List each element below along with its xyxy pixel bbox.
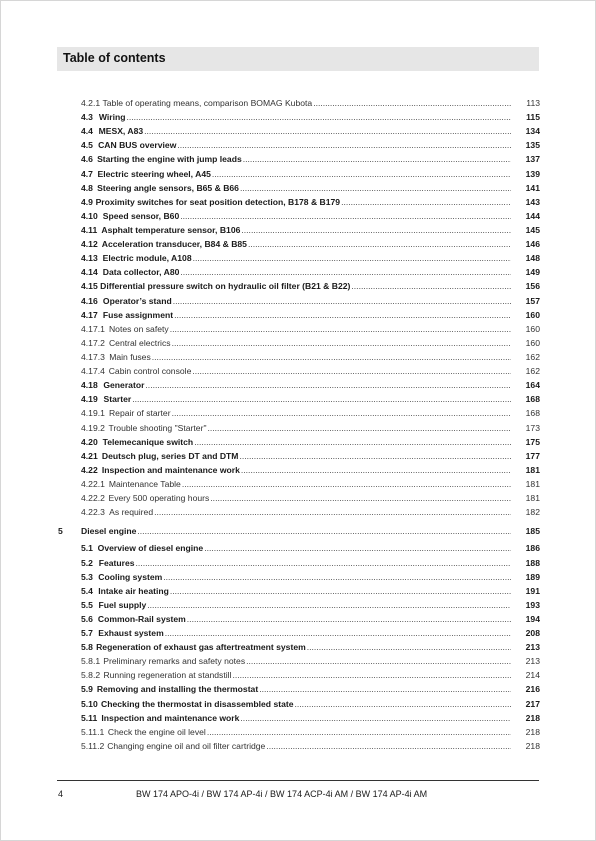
toc-page-number: 115 [526, 112, 540, 123]
toc-page-number: 168 [525, 408, 540, 419]
toc-section-title: Differential pressure switch on hydraulic oil filter (B21 & B22) [100, 281, 351, 292]
toc-section-number: 5.5 [81, 599, 93, 610]
toc-page-number: 186 [525, 543, 540, 554]
toc-dot-leader [163, 570, 511, 584]
toc-section-number: 5.4 [81, 585, 93, 596]
toc-entry[interactable] [0, 711, 596, 725]
toc-page-number: 162 [525, 351, 540, 362]
toc-section-title: Regeneration of exhaust gas aftertreatment system [96, 642, 306, 653]
toc-entry[interactable] [0, 505, 596, 519]
toc-section-title: Repair of starter [108, 408, 171, 419]
toc-section-number: 4.22.2 [81, 493, 105, 504]
toc-page-number: 181 [525, 478, 540, 489]
toc-section-title: Generator [103, 380, 145, 391]
toc-entry[interactable] [0, 612, 596, 626]
toc-entry[interactable] [0, 524, 596, 538]
toc-dot-leader [194, 435, 511, 449]
toc-section-number: 4.3 [81, 112, 93, 123]
toc-section-title: Running regeneration at standstill [103, 670, 232, 681]
toc-dot-leader [152, 350, 511, 364]
toc-section-title: Starting the engine with jump leads [97, 154, 242, 165]
toc-entry-text [81, 392, 511, 406]
toc-section-title: Electric module, A108 [102, 253, 192, 264]
toc-dot-leader [240, 181, 511, 195]
toc-entry[interactable] [0, 138, 596, 152]
toc-entry[interactable] [0, 124, 596, 138]
toc-entry-text [81, 265, 511, 279]
toc-section-number: 4.17.1 [81, 323, 105, 334]
toc-entry[interactable] [0, 449, 596, 463]
toc-entry-text [81, 697, 511, 711]
toc-section-number: 4.10 [81, 210, 98, 221]
toc-section-title: Data collector, A80 [102, 267, 180, 278]
toc-entry-text [81, 110, 511, 124]
toc-dot-leader [208, 421, 512, 435]
toc-page-number: 160 [525, 323, 540, 334]
toc-dot-leader [266, 739, 511, 753]
toc-entry-text [81, 449, 511, 463]
toc-entry-text [81, 421, 511, 435]
toc-section-number: 4.19.2 [81, 422, 105, 433]
toc-entry[interactable] [0, 195, 596, 209]
toc-section-number: 4.19.1 [81, 408, 105, 419]
toc-entry[interactable] [0, 491, 596, 505]
toc-entry[interactable] [0, 697, 596, 711]
toc-page-number: 181 [525, 464, 540, 475]
toc-section-number: 5.9 [81, 684, 93, 695]
toc-entry[interactable] [0, 463, 596, 477]
toc-section-number: 4.11 [81, 224, 98, 235]
toc-entry-text [81, 181, 511, 195]
toc-entry[interactable] [0, 279, 596, 293]
toc-page-number: 208 [525, 628, 540, 639]
toc-section-title: Trouble shooting "Starter" [108, 422, 207, 433]
toc-section-title: Steering angle sensors, B65 & B66 [97, 182, 239, 193]
toc-section-number: 5.3 [81, 571, 93, 582]
toc-entry[interactable] [0, 251, 596, 265]
toc-page-number: 157 [525, 295, 540, 306]
toc-section-title: Acceleration transducer, B84 & B85 [101, 239, 247, 250]
toc-dot-leader [170, 322, 511, 336]
toc-entry-text [81, 152, 511, 166]
toc-section-number: 4.20 [81, 436, 98, 447]
toc-entry-text [81, 570, 511, 584]
toc-dot-leader [295, 697, 511, 711]
toc-page-number: 135 [525, 140, 540, 151]
toc-entry[interactable] [0, 209, 596, 223]
toc-dot-leader [136, 556, 511, 570]
toc-page-number: 218 [525, 726, 540, 737]
toc-entry[interactable] [0, 598, 596, 612]
toc-entry[interactable] [0, 223, 596, 237]
toc-section-title: As required [109, 507, 154, 518]
toc-entry-text [81, 524, 511, 538]
toc-section-number: 5.11.1 [81, 726, 105, 737]
toc-section-title: Asphalt temperature sensor, B106 [101, 224, 241, 235]
toc-section-number: 4.12 [81, 239, 98, 250]
toc-dot-leader [232, 668, 511, 682]
toc-entry-text [81, 322, 511, 336]
toc-entry[interactable] [0, 336, 596, 350]
toc-entry-text [81, 279, 511, 293]
toc-entry[interactable] [0, 350, 596, 364]
toc-entry[interactable] [0, 392, 596, 406]
toc-entry-text [81, 541, 511, 555]
toc-section-title: Preliminary remarks and safety notes [103, 656, 246, 667]
toc-dot-leader [180, 209, 511, 223]
toc-page-number: 134 [525, 126, 540, 137]
toc-section-number: 4.17 [81, 309, 98, 320]
toc-entry[interactable] [0, 682, 596, 696]
toc-dot-leader [243, 152, 511, 166]
toc-dot-leader [172, 406, 511, 420]
toc-dot-leader [165, 626, 511, 640]
toc-entry-text [81, 598, 511, 612]
toc-page-number: 191 [525, 585, 540, 596]
toc-page-number: 181 [525, 493, 540, 504]
toc-entry-text [81, 378, 511, 392]
toc-dot-leader [210, 491, 511, 505]
toc-section-title: Operator’s stand [102, 295, 172, 306]
toc-page-number: 185 [525, 526, 540, 537]
toc-entry-text [81, 138, 511, 152]
toc-section-title: Wiring [98, 112, 126, 123]
toc-entry[interactable] [0, 265, 596, 279]
toc-dot-leader [341, 195, 511, 209]
toc-dot-leader [240, 711, 511, 725]
toc-section-title: Fuse assignment [102, 309, 174, 320]
toc-entry[interactable] [0, 654, 596, 668]
toc-entry[interactable] [0, 626, 596, 640]
toc-entry-text [81, 556, 511, 570]
toc-entry-text [81, 626, 511, 640]
toc-entry-text [81, 167, 511, 181]
toc-chapter-number: 5 [58, 526, 63, 537]
toc-entry[interactable] [0, 739, 596, 753]
toc-dot-leader [177, 138, 511, 152]
toc-entry[interactable] [0, 167, 596, 181]
toc-dot-leader [127, 110, 512, 124]
toc-entry-text [81, 294, 511, 308]
toc-section-title: Common-Rail system [97, 613, 186, 624]
toc-section-number: 5.7 [81, 628, 93, 639]
toc-section-title: Every 500 operating hours [108, 493, 210, 504]
footer-page-number: 4 [58, 789, 64, 799]
toc-dot-leader [172, 336, 511, 350]
toc-page-number: 113 [526, 98, 540, 108]
toc-dot-leader [137, 524, 511, 538]
toc-page-number: 168 [525, 394, 540, 405]
toc-page-number: 144 [525, 210, 540, 221]
toc-entry-text [81, 505, 511, 519]
toc-page-number: 164 [525, 380, 540, 391]
toc-entry-text [81, 477, 511, 491]
toc-page-number: 189 [525, 571, 540, 582]
toc-dot-leader [173, 294, 511, 308]
toc-section-number: 5.8.1 [81, 656, 101, 667]
toc-entry[interactable] [0, 477, 596, 491]
toc-section-number: 5.8.2 [81, 670, 101, 681]
toc-section-title: Diesel engine [81, 526, 137, 537]
table-of-contents [0, 96, 596, 753]
header-bar [57, 47, 539, 71]
toc-section-number: 4.4 [81, 126, 93, 137]
toc-dot-leader [241, 463, 511, 477]
toc-dot-leader [241, 223, 511, 237]
toc-entry[interactable] [0, 421, 596, 435]
toc-page-number: 214 [525, 670, 540, 681]
toc-section-title: CAN BUS overview [98, 140, 177, 151]
toc-entry-text [81, 463, 511, 477]
toc-entry[interactable] [0, 378, 596, 392]
toc-section-number: 4.7 [81, 168, 93, 179]
toc-entry[interactable] [0, 110, 596, 124]
toc-entry[interactable] [0, 322, 596, 336]
toc-section-number: 4.14 [81, 267, 98, 278]
toc-page-number: 173 [525, 422, 540, 433]
toc-entry[interactable] [0, 406, 596, 420]
toc-entry[interactable] [0, 640, 596, 654]
toc-section-number: 5.1 [81, 543, 93, 554]
toc-entry[interactable] [0, 570, 596, 584]
toc-entry[interactable] [0, 237, 596, 251]
toc-entry-text [81, 725, 511, 739]
toc-page-number: 194 [525, 613, 540, 624]
toc-entry-text [81, 668, 511, 682]
toc-entry[interactable] [0, 668, 596, 682]
toc-section-number: 4.22.3 [81, 507, 105, 518]
toc-section-number: 4.15 [81, 281, 98, 292]
toc-entry-text [81, 584, 511, 598]
toc-dot-leader [192, 364, 511, 378]
footer-divider [57, 780, 539, 781]
toc-entry[interactable] [0, 294, 596, 308]
toc-page-number: 143 [525, 196, 540, 207]
toc-section-title: Notes on safety [108, 323, 169, 334]
toc-section-title: Inspection and maintenance work [101, 712, 240, 723]
toc-section-title: Overview of diesel engine [97, 543, 204, 554]
toc-entry[interactable] [0, 181, 596, 195]
toc-entry-text [81, 308, 511, 322]
toc-section-title: Proximity switches for seat position detection, B178 & B179 [95, 196, 341, 207]
toc-page-number: 145 [525, 224, 540, 235]
toc-page-number: 193 [525, 599, 540, 610]
toc-entry[interactable] [0, 725, 596, 739]
toc-section-title: Deutsch plug, series DT and DTM [101, 450, 239, 461]
toc-dot-leader [147, 598, 511, 612]
toc-page-number: 137 [525, 154, 540, 165]
toc-entry[interactable] [0, 152, 596, 166]
toc-page-number: 218 [525, 740, 540, 751]
toc-section-title: Check the engine oil level [107, 726, 206, 737]
toc-entry[interactable] [0, 96, 596, 110]
toc-entry-text [81, 124, 511, 138]
toc-section-title: Changing engine oil and oil filter cartridge [107, 740, 266, 751]
toc-dot-leader [259, 682, 511, 696]
toc-section-number: 4.13 [81, 253, 98, 264]
toc-entry-text [81, 612, 511, 626]
toc-page-number: 217 [525, 698, 540, 709]
toc-section-title: Maintenance Table [108, 478, 181, 489]
toc-dot-leader [207, 725, 511, 739]
toc-section-title: Cabin control console [108, 366, 192, 377]
page-title: Table of contents [63, 51, 166, 65]
toc-section-title: Checking the thermostat in disassembled state [101, 698, 294, 709]
toc-page-number: 175 [525, 436, 540, 447]
toc-dot-leader [170, 584, 511, 598]
toc-section-number: 4.17.4 [81, 366, 105, 377]
toc-section-title: Table of operating means, comparison BOMAG Kubota [102, 98, 313, 108]
toc-section-title: Fuel supply [98, 599, 147, 610]
toc-section-title: Exhaust system [98, 628, 164, 639]
toc-dot-leader [145, 378, 511, 392]
toc-page-number: 160 [525, 309, 540, 320]
toc-entry-text [81, 350, 511, 364]
toc-section-number: 4.17.2 [81, 337, 105, 348]
toc-entry[interactable] [0, 584, 596, 598]
toc-page-number: 141 [525, 182, 540, 193]
toc-dot-leader [307, 640, 511, 654]
toc-section-title: MESX, A83 [98, 126, 144, 137]
toc-entry-text [81, 739, 511, 753]
toc-dot-leader [239, 449, 511, 463]
toc-dot-leader [174, 308, 511, 322]
toc-entry-text [81, 223, 511, 237]
toc-section-number: 5.8 [81, 642, 93, 653]
toc-page-number: 160 [525, 337, 540, 348]
toc-dot-leader [182, 477, 511, 491]
toc-entry-text [81, 711, 511, 725]
toc-section-number: 5.11 [81, 712, 98, 723]
toc-section-title: Speed sensor, B60 [102, 210, 180, 221]
toc-section-number: 4.17.3 [81, 351, 105, 362]
toc-section-number: 4.18 [81, 380, 98, 391]
toc-section-number: 4.16 [81, 295, 98, 306]
toc-dot-leader [132, 392, 511, 406]
toc-page-number: 139 [525, 168, 540, 179]
toc-entry-text [81, 406, 511, 420]
toc-page-number: 182 [525, 507, 540, 518]
toc-page-number: 148 [525, 253, 540, 264]
toc-section-title: Electric steering wheel, A45 [97, 168, 211, 179]
toc-section-number: 4.9 [81, 196, 93, 207]
toc-dot-leader [246, 654, 511, 668]
toc-section-number: 5.2 [81, 557, 93, 568]
toc-entry-text [81, 435, 511, 449]
toc-dot-leader [187, 612, 511, 626]
toc-section-number: 5.11.2 [81, 740, 105, 751]
toc-section-number: 5.10 [81, 698, 98, 709]
toc-dot-leader [144, 124, 511, 138]
toc-page-number: 146 [525, 239, 540, 250]
toc-section-title: Telemecanique switch [102, 436, 194, 447]
toc-section-number: 4.22.1 [81, 478, 105, 489]
toc-section-title: Starter [103, 394, 132, 405]
toc-page-number: 213 [525, 656, 540, 667]
toc-section-title: Cooling system [98, 571, 163, 582]
toc-page-number: 218 [525, 712, 540, 723]
toc-entry-text [81, 364, 511, 378]
toc-entry-text [81, 195, 511, 209]
toc-section-number: 4.21 [81, 450, 98, 461]
toc-dot-leader [248, 237, 511, 251]
toc-entry[interactable] [0, 556, 596, 570]
toc-entry-text [81, 251, 511, 265]
toc-page-number: 156 [525, 281, 540, 292]
toc-dot-leader [351, 279, 511, 293]
toc-section-number: 4.6 [81, 154, 93, 165]
toc-entry-text [81, 209, 511, 223]
toc-section-number: 4.22 [81, 464, 98, 475]
toc-page-number: 216 [525, 684, 540, 695]
toc-section-title: Inspection and maintenance work [101, 464, 240, 475]
toc-section-number: 5.6 [81, 613, 93, 624]
toc-dot-leader [204, 541, 511, 555]
toc-page-number: 177 [525, 450, 540, 461]
toc-entry-text [81, 491, 511, 505]
toc-page-number: 213 [525, 642, 540, 653]
toc-section-number: 4.5 [81, 140, 93, 151]
toc-entry[interactable] [0, 435, 596, 449]
toc-entry-text [81, 682, 511, 696]
toc-section-title: Removing and installing the thermostat [96, 684, 259, 695]
toc-section-title: Features [98, 557, 135, 568]
toc-dot-leader [180, 265, 511, 279]
toc-section-title: Intake air heating [98, 585, 169, 596]
toc-entry[interactable] [0, 364, 596, 378]
toc-section-number: 4.19 [81, 394, 98, 405]
toc-page-number: 188 [525, 557, 540, 568]
toc-entry-text [81, 336, 511, 350]
toc-dot-leader [313, 96, 511, 110]
toc-entry-text [81, 640, 511, 654]
toc-dot-leader [212, 167, 511, 181]
toc-dot-leader [193, 251, 511, 265]
toc-entry[interactable] [0, 308, 596, 322]
toc-page-number: 162 [525, 366, 540, 377]
toc-section-title: Main fuses [109, 351, 151, 362]
toc-section-title: Central electrics [108, 337, 171, 348]
toc-entry-text [81, 237, 511, 251]
toc-entry[interactable] [0, 541, 596, 555]
toc-entry-text [81, 96, 511, 110]
toc-section-number: 4.8 [81, 182, 93, 193]
footer-model-list: BW 174 APO-4i / BW 174 AP-4i / BW 174 ACP-4i AM / BW 174 AP-4i AM [136, 789, 428, 799]
toc-page-number: 149 [525, 267, 540, 278]
toc-section-number: 4.2.1 [81, 98, 101, 108]
toc-entry-text [81, 654, 511, 668]
toc-dot-leader [154, 505, 511, 519]
